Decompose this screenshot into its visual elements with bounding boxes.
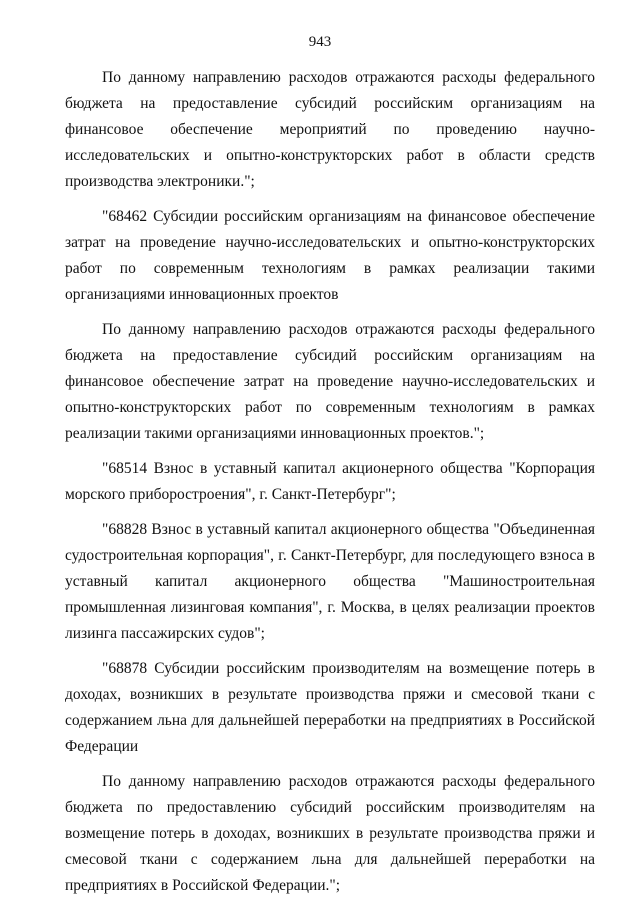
paragraph-1: По данному направлению расходов отражаются расходы федерального бюджета на предоставление субсидий российским организациям на финансовое обеспечение мероприятий по проведению научно-исследовательских и опытно-конструкторских работ в области средств производства электроники."; — [65, 69, 595, 190]
paragraph-7: По данному направлению расходов отражаются расходы федерального бюджета по предоставлению субсидий российским производителям на возмещение потерь в доходах, возникших в результате производства пряжи и смесовой ткани с содержанием льна для дальнейшей переработки на предприятиях в Российской Федерации."; — [65, 773, 595, 894]
document-body — [65, 65, 595, 908]
paragraph-4: "68514 Взнос в уставный капитал акционерного общества "Корпорация морского приборостроения", г. Санкт-Петербург"; — [65, 460, 595, 503]
paragraph-2: "68462 Субсидии российским организациям на финансовое обеспечение затрат на проведение научно-исследовательских и опытно-конструкторских работ по современным технологиям в рамках реализации такими организациями инновационных проектов — [65, 208, 595, 303]
paragraph-3: По данному направлению расходов отражаются расходы федерального бюджета на предоставление субсидий российским организациям на финансовое обеспечение затрат на проведение научно-исследовательских и опытно-конструкторских работ по современным технологиям в рамках реализации такими организациями инновационных проектов."; — [65, 321, 595, 442]
paragraph-6: "68878 Субсидии российским производителям на возмещение потерь в доходах, возникших в результате производства пряжи и смесовой ткани с содержанием льна для дальнейшей переработки на предприятиях в Российской Федерации — [65, 660, 595, 755]
page-number: 943 — [308, 34, 332, 50]
paragraph-5: "68828 Взнос в уставный капитал акционерного общества "Объединенная судостроительная корпорация", г. Санкт-Петербург, для последующего взноса в уставный капитал акционерного общества "Машиностроительная промышленная лизинговая компания", г. Москва, в целях реализации проектов лизинга пассажирских судов"; — [65, 521, 595, 642]
